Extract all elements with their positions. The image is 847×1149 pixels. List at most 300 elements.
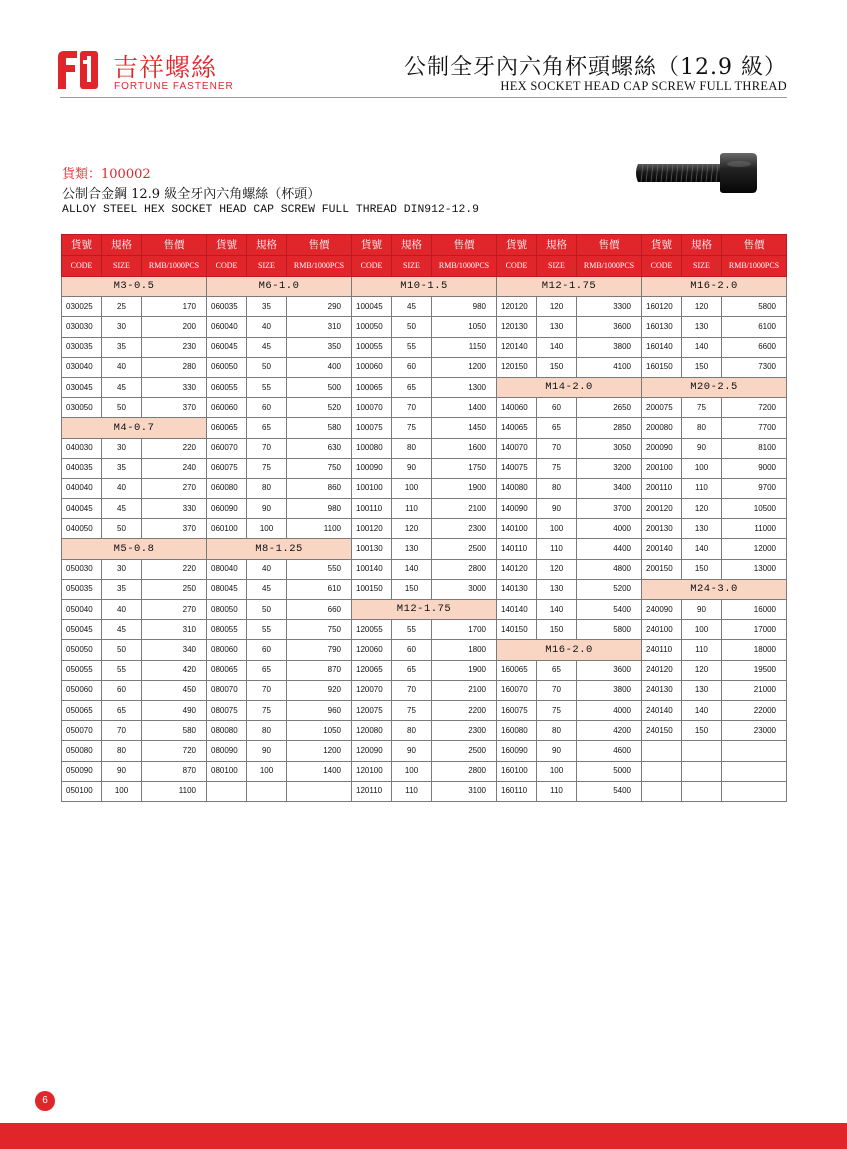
cell-size bbox=[247, 781, 287, 801]
table-row bbox=[62, 781, 787, 801]
brand-name-cn: 吉祥螺絲 bbox=[113, 53, 218, 82]
cell-code: 050070 bbox=[62, 721, 102, 741]
cell-code: 120060 bbox=[352, 640, 392, 660]
table-row bbox=[62, 418, 787, 438]
cell-size: 100 bbox=[247, 761, 287, 781]
cell-code: 080090 bbox=[207, 741, 247, 761]
header-price-en: RMB/1000PCS bbox=[722, 256, 787, 277]
cell-price: 520 bbox=[287, 398, 352, 418]
table-row bbox=[62, 761, 787, 781]
cell-size: 60 bbox=[247, 640, 287, 660]
cell-code: 140130 bbox=[497, 579, 537, 599]
cell-price: 16000 bbox=[722, 600, 787, 620]
cell-size: 60 bbox=[392, 357, 432, 377]
cell-code: 060040 bbox=[207, 317, 247, 337]
cell-price: 330 bbox=[142, 377, 207, 397]
cell-size: 130 bbox=[682, 680, 722, 700]
header-code-cn: 貨號 bbox=[207, 235, 247, 256]
cell-code: 060080 bbox=[207, 478, 247, 498]
cell-size: 75 bbox=[392, 700, 432, 720]
cell-code: 200140 bbox=[642, 539, 682, 559]
header-code-en: CODE bbox=[642, 256, 682, 277]
size-group-header: M16-2.0 bbox=[497, 640, 642, 660]
cell-code: 240100 bbox=[642, 620, 682, 640]
brand-logo bbox=[58, 49, 234, 93]
cell-price: 3050 bbox=[577, 438, 642, 458]
cell-size: 110 bbox=[682, 478, 722, 498]
cell-code: 160090 bbox=[497, 741, 537, 761]
cell-code: 100070 bbox=[352, 398, 392, 418]
cell-size: 75 bbox=[682, 398, 722, 418]
cell-price: 3300 bbox=[577, 297, 642, 317]
cell-size: 55 bbox=[102, 660, 142, 680]
header-size-cn: 規格 bbox=[102, 235, 142, 256]
cell-size: 30 bbox=[102, 559, 142, 579]
cell-code: 050060 bbox=[62, 680, 102, 700]
cell-code: 120150 bbox=[497, 357, 537, 377]
cell-size: 110 bbox=[392, 499, 432, 519]
header-price-en: RMB/1000PCS bbox=[142, 256, 207, 277]
cell-size: 80 bbox=[247, 721, 287, 741]
cell-size: 40 bbox=[102, 478, 142, 498]
cell-size: 80 bbox=[537, 721, 577, 741]
cell-code: 120055 bbox=[352, 620, 392, 640]
cell-code: 030045 bbox=[62, 377, 102, 397]
cell-code: 080050 bbox=[207, 600, 247, 620]
cell-code: 140100 bbox=[497, 519, 537, 539]
cell-size: 150 bbox=[682, 721, 722, 741]
cell-price: 370 bbox=[142, 398, 207, 418]
cell-size: 80 bbox=[392, 438, 432, 458]
cell-code: 080040 bbox=[207, 559, 247, 579]
table-row bbox=[62, 519, 787, 539]
cell-code: 050050 bbox=[62, 640, 102, 660]
cell-size bbox=[682, 761, 722, 781]
cell-price: 1400 bbox=[287, 761, 352, 781]
cell-price: 4000 bbox=[577, 700, 642, 720]
cell-price: 400 bbox=[287, 357, 352, 377]
cell-size: 50 bbox=[102, 398, 142, 418]
table-row bbox=[62, 660, 787, 680]
cell-price: 7300 bbox=[722, 357, 787, 377]
cell-size: 100 bbox=[247, 519, 287, 539]
cell-size: 130 bbox=[537, 579, 577, 599]
cell-size: 140 bbox=[537, 600, 577, 620]
cell-code: 240130 bbox=[642, 680, 682, 700]
cell-size: 100 bbox=[682, 458, 722, 478]
header-code-en: CODE bbox=[62, 256, 102, 277]
cell-price: 1100 bbox=[287, 519, 352, 539]
cell-code: 100150 bbox=[352, 579, 392, 599]
cell-code: 240120 bbox=[642, 660, 682, 680]
cell-price: 9000 bbox=[722, 458, 787, 478]
cell-code: 040030 bbox=[62, 438, 102, 458]
cell-size: 110 bbox=[392, 781, 432, 801]
cell-size: 70 bbox=[247, 438, 287, 458]
cell-size: 80 bbox=[102, 741, 142, 761]
cell-code: 120140 bbox=[497, 337, 537, 357]
cell-code: 060045 bbox=[207, 337, 247, 357]
cell-size: 150 bbox=[682, 559, 722, 579]
cell-price: 9700 bbox=[722, 478, 787, 498]
cell-price: 350 bbox=[287, 337, 352, 357]
cell-size bbox=[682, 781, 722, 801]
cell-size: 65 bbox=[392, 660, 432, 680]
cell-size: 120 bbox=[682, 297, 722, 317]
cell-code: 100050 bbox=[352, 317, 392, 337]
cell-price: 4600 bbox=[577, 741, 642, 761]
cell-code: 060035 bbox=[207, 297, 247, 317]
cell-price: 4100 bbox=[577, 357, 642, 377]
header-size-cn: 規格 bbox=[247, 235, 287, 256]
cell-code: 060065 bbox=[207, 418, 247, 438]
cell-price: 10500 bbox=[722, 499, 787, 519]
cell-code: 160110 bbox=[497, 781, 537, 801]
cell-code: 200110 bbox=[642, 478, 682, 498]
cell-code bbox=[642, 761, 682, 781]
cell-code: 140140 bbox=[497, 600, 537, 620]
cell-price: 960 bbox=[287, 700, 352, 720]
cell-code: 120120 bbox=[497, 297, 537, 317]
cell-size: 50 bbox=[102, 640, 142, 660]
cell-size: 75 bbox=[537, 458, 577, 478]
cell-price: 610 bbox=[287, 579, 352, 599]
cell-price: 170 bbox=[142, 297, 207, 317]
cell-price: 2200 bbox=[432, 700, 497, 720]
cell-price bbox=[722, 781, 787, 801]
header-size-en: SIZE bbox=[537, 256, 577, 277]
cell-price: 1450 bbox=[432, 418, 497, 438]
cell-price: 1200 bbox=[287, 741, 352, 761]
cell-price: 5000 bbox=[577, 761, 642, 781]
cell-price: 3200 bbox=[577, 458, 642, 478]
table-row bbox=[62, 559, 787, 579]
header-code-cn: 貨號 bbox=[352, 235, 392, 256]
cell-code: 080045 bbox=[207, 579, 247, 599]
cell-code: 100055 bbox=[352, 337, 392, 357]
cell-code: 200150 bbox=[642, 559, 682, 579]
cell-size: 140 bbox=[537, 337, 577, 357]
cell-size: 50 bbox=[392, 317, 432, 337]
cell-size: 70 bbox=[102, 721, 142, 741]
cell-price: 7200 bbox=[722, 398, 787, 418]
cell-price: 870 bbox=[142, 761, 207, 781]
cell-size: 120 bbox=[392, 519, 432, 539]
cell-price: 1600 bbox=[432, 438, 497, 458]
cell-code: 050065 bbox=[62, 700, 102, 720]
cell-size: 110 bbox=[537, 539, 577, 559]
table-row bbox=[62, 458, 787, 478]
brand-name-en: FORTUNE FASTENER bbox=[114, 81, 234, 92]
cell-price: 220 bbox=[142, 559, 207, 579]
table-row bbox=[62, 680, 787, 700]
cell-code: 080060 bbox=[207, 640, 247, 660]
cell-price: 310 bbox=[142, 620, 207, 640]
cell-price: 11000 bbox=[722, 519, 787, 539]
size-group-header: M12-1.75 bbox=[352, 600, 497, 620]
product-code: 貨類：100002 bbox=[62, 167, 151, 182]
cell-code: 120110 bbox=[352, 781, 392, 801]
cell-size: 90 bbox=[537, 741, 577, 761]
cell-price: 580 bbox=[142, 721, 207, 741]
cell-code: 080080 bbox=[207, 721, 247, 741]
cell-code: 240090 bbox=[642, 600, 682, 620]
cell-price: 3600 bbox=[577, 317, 642, 337]
cell-price: 5400 bbox=[577, 600, 642, 620]
header-row-en bbox=[62, 256, 787, 277]
cell-code: 100045 bbox=[352, 297, 392, 317]
header-size-en: SIZE bbox=[682, 256, 722, 277]
cell-price: 2500 bbox=[432, 539, 497, 559]
cell-price: 750 bbox=[287, 458, 352, 478]
table-row bbox=[62, 277, 787, 297]
cap-screw-image bbox=[634, 152, 758, 194]
cell-size: 130 bbox=[682, 519, 722, 539]
table-row bbox=[62, 297, 787, 317]
cell-code: 160120 bbox=[642, 297, 682, 317]
cell-code: 050035 bbox=[62, 579, 102, 599]
cell-price: 230 bbox=[142, 337, 207, 357]
cell-price: 4200 bbox=[577, 721, 642, 741]
cell-price: 1700 bbox=[432, 620, 497, 640]
size-group-header: M5-0.8 bbox=[62, 539, 207, 559]
cell-size: 80 bbox=[247, 478, 287, 498]
cell-size: 80 bbox=[682, 418, 722, 438]
cell-size: 60 bbox=[392, 640, 432, 660]
header-code-en: CODE bbox=[207, 256, 247, 277]
cell-price: 2650 bbox=[577, 398, 642, 418]
cell-price: 720 bbox=[142, 741, 207, 761]
cell-size: 45 bbox=[102, 377, 142, 397]
cell-size: 60 bbox=[247, 398, 287, 418]
cell-size: 100 bbox=[392, 761, 432, 781]
cell-price: 1800 bbox=[432, 640, 497, 660]
header-code-cn: 貨號 bbox=[497, 235, 537, 256]
cell-code bbox=[642, 741, 682, 761]
cell-price: 370 bbox=[142, 519, 207, 539]
cell-code: 040035 bbox=[62, 458, 102, 478]
cell-size: 140 bbox=[682, 700, 722, 720]
cell-code: 050100 bbox=[62, 781, 102, 801]
cell-price: 1100 bbox=[142, 781, 207, 801]
cell-code: 120130 bbox=[497, 317, 537, 337]
table-row bbox=[62, 478, 787, 498]
cell-size: 75 bbox=[247, 700, 287, 720]
size-group-header: M12-1.75 bbox=[497, 277, 642, 297]
cell-price: 1050 bbox=[432, 317, 497, 337]
cell-price: 980 bbox=[432, 297, 497, 317]
cell-code: 040040 bbox=[62, 478, 102, 498]
cell-price: 1400 bbox=[432, 398, 497, 418]
cell-size: 110 bbox=[682, 640, 722, 660]
cell-price: 250 bbox=[142, 579, 207, 599]
cell-size: 45 bbox=[102, 499, 142, 519]
cell-price: 200 bbox=[142, 317, 207, 337]
cell-size: 120 bbox=[682, 660, 722, 680]
cell-size: 150 bbox=[392, 579, 432, 599]
cell-price: 3100 bbox=[432, 781, 497, 801]
cell-code: 160080 bbox=[497, 721, 537, 741]
cell-price: 980 bbox=[287, 499, 352, 519]
cell-code: 200090 bbox=[642, 438, 682, 458]
cell-size: 140 bbox=[682, 539, 722, 559]
cell-code: 160065 bbox=[497, 660, 537, 680]
cell-price: 7700 bbox=[722, 418, 787, 438]
size-group-header: M16-2.0 bbox=[642, 277, 787, 297]
table-row bbox=[62, 640, 787, 660]
cell-price: 290 bbox=[287, 297, 352, 317]
cell-code: 100090 bbox=[352, 458, 392, 478]
cell-code: 240110 bbox=[642, 640, 682, 660]
cell-price: 21000 bbox=[722, 680, 787, 700]
cell-price: 240 bbox=[142, 458, 207, 478]
cell-price: 920 bbox=[287, 680, 352, 700]
cell-size: 50 bbox=[247, 357, 287, 377]
cell-price bbox=[722, 741, 787, 761]
cell-size: 60 bbox=[102, 680, 142, 700]
cell-price: 490 bbox=[142, 700, 207, 720]
cell-size: 35 bbox=[102, 337, 142, 357]
cell-code: 160070 bbox=[497, 680, 537, 700]
cell-size: 90 bbox=[247, 499, 287, 519]
cell-size: 65 bbox=[537, 660, 577, 680]
cell-code: 080070 bbox=[207, 680, 247, 700]
size-group-header: M6-1.0 bbox=[207, 277, 352, 297]
cell-code bbox=[207, 781, 247, 801]
cell-size: 90 bbox=[682, 600, 722, 620]
cell-price: 3400 bbox=[577, 478, 642, 498]
cell-price: 270 bbox=[142, 600, 207, 620]
cell-code: 050090 bbox=[62, 761, 102, 781]
cell-code: 100060 bbox=[352, 357, 392, 377]
cell-code: 140065 bbox=[497, 418, 537, 438]
cell-code: 140110 bbox=[497, 539, 537, 559]
cell-price: 8100 bbox=[722, 438, 787, 458]
cell-price: 450 bbox=[142, 680, 207, 700]
cell-code: 100110 bbox=[352, 499, 392, 519]
cell-size: 45 bbox=[392, 297, 432, 317]
header-price-en: RMB/1000PCS bbox=[432, 256, 497, 277]
cell-size: 65 bbox=[392, 377, 432, 397]
cell-code: 160130 bbox=[642, 317, 682, 337]
cell-price: 790 bbox=[287, 640, 352, 660]
page-number-badge: 6 bbox=[35, 1091, 55, 1111]
header-price-cn: 售價 bbox=[577, 235, 642, 256]
cell-code: 120090 bbox=[352, 741, 392, 761]
header-size-cn: 規格 bbox=[537, 235, 577, 256]
table-row bbox=[62, 337, 787, 357]
cell-size: 130 bbox=[537, 317, 577, 337]
cell-code: 160140 bbox=[642, 337, 682, 357]
cell-code: 140060 bbox=[497, 398, 537, 418]
cell-code: 200130 bbox=[642, 519, 682, 539]
cell-code: 140120 bbox=[497, 559, 537, 579]
cell-code: 050055 bbox=[62, 660, 102, 680]
price-table bbox=[61, 234, 787, 802]
cell-size: 100 bbox=[537, 519, 577, 539]
table-row bbox=[62, 620, 787, 640]
cell-price: 5800 bbox=[577, 620, 642, 640]
page-title-en: HEX SOCKET HEAD CAP SCREW FULL THREAD bbox=[500, 79, 787, 93]
cell-price: 6100 bbox=[722, 317, 787, 337]
cell-code: 140080 bbox=[497, 478, 537, 498]
table-row bbox=[62, 539, 787, 559]
cell-size: 90 bbox=[247, 741, 287, 761]
cell-size: 40 bbox=[102, 357, 142, 377]
cell-size: 130 bbox=[392, 539, 432, 559]
cell-code: 240140 bbox=[642, 700, 682, 720]
header-divider bbox=[60, 97, 787, 98]
cell-code: 100100 bbox=[352, 478, 392, 498]
header-price-cn: 售價 bbox=[287, 235, 352, 256]
cell-code: 200080 bbox=[642, 418, 682, 438]
cell-code: 120065 bbox=[352, 660, 392, 680]
cell-code: 160150 bbox=[642, 357, 682, 377]
header-price-en: RMB/1000PCS bbox=[287, 256, 352, 277]
cell-size: 40 bbox=[102, 600, 142, 620]
cell-code: 100130 bbox=[352, 539, 392, 559]
cell-price: 1300 bbox=[432, 377, 497, 397]
cell-price: 3800 bbox=[577, 337, 642, 357]
cell-size: 90 bbox=[537, 499, 577, 519]
cell-size: 140 bbox=[392, 559, 432, 579]
cell-price: 3700 bbox=[577, 499, 642, 519]
cell-price: 340 bbox=[142, 640, 207, 660]
cell-price: 1900 bbox=[432, 478, 497, 498]
cell-size: 40 bbox=[247, 317, 287, 337]
cell-price: 330 bbox=[142, 499, 207, 519]
cell-code: 240150 bbox=[642, 721, 682, 741]
table-row bbox=[62, 317, 787, 337]
cell-size: 35 bbox=[102, 579, 142, 599]
cell-price: 22000 bbox=[722, 700, 787, 720]
table-row bbox=[62, 377, 787, 397]
cell-size: 70 bbox=[247, 680, 287, 700]
cell-size: 90 bbox=[682, 438, 722, 458]
cell-price: 1050 bbox=[287, 721, 352, 741]
cell-price: 3800 bbox=[577, 680, 642, 700]
header-price-cn: 售價 bbox=[142, 235, 207, 256]
cell-price bbox=[722, 761, 787, 781]
cell-size: 25 bbox=[102, 297, 142, 317]
cell-size: 140 bbox=[682, 337, 722, 357]
cell-size: 80 bbox=[537, 478, 577, 498]
cell-code: 030035 bbox=[62, 337, 102, 357]
cell-price: 310 bbox=[287, 317, 352, 337]
cell-price: 4400 bbox=[577, 539, 642, 559]
cell-code bbox=[642, 781, 682, 801]
table-row bbox=[62, 600, 787, 620]
cell-code: 140075 bbox=[497, 458, 537, 478]
cell-price: 500 bbox=[287, 377, 352, 397]
cell-price: 660 bbox=[287, 600, 352, 620]
cell-code: 200100 bbox=[642, 458, 682, 478]
cell-price: 550 bbox=[287, 559, 352, 579]
cell-code: 060100 bbox=[207, 519, 247, 539]
cell-price bbox=[287, 781, 352, 801]
cell-size: 30 bbox=[102, 317, 142, 337]
cell-size: 90 bbox=[392, 741, 432, 761]
cell-size: 100 bbox=[392, 478, 432, 498]
cell-size: 70 bbox=[392, 680, 432, 700]
cell-code: 120100 bbox=[352, 761, 392, 781]
cell-price: 1150 bbox=[432, 337, 497, 357]
cell-size: 35 bbox=[102, 458, 142, 478]
cell-code: 160075 bbox=[497, 700, 537, 720]
cell-price: 2100 bbox=[432, 680, 497, 700]
cell-code: 160100 bbox=[497, 761, 537, 781]
cell-price: 280 bbox=[142, 357, 207, 377]
